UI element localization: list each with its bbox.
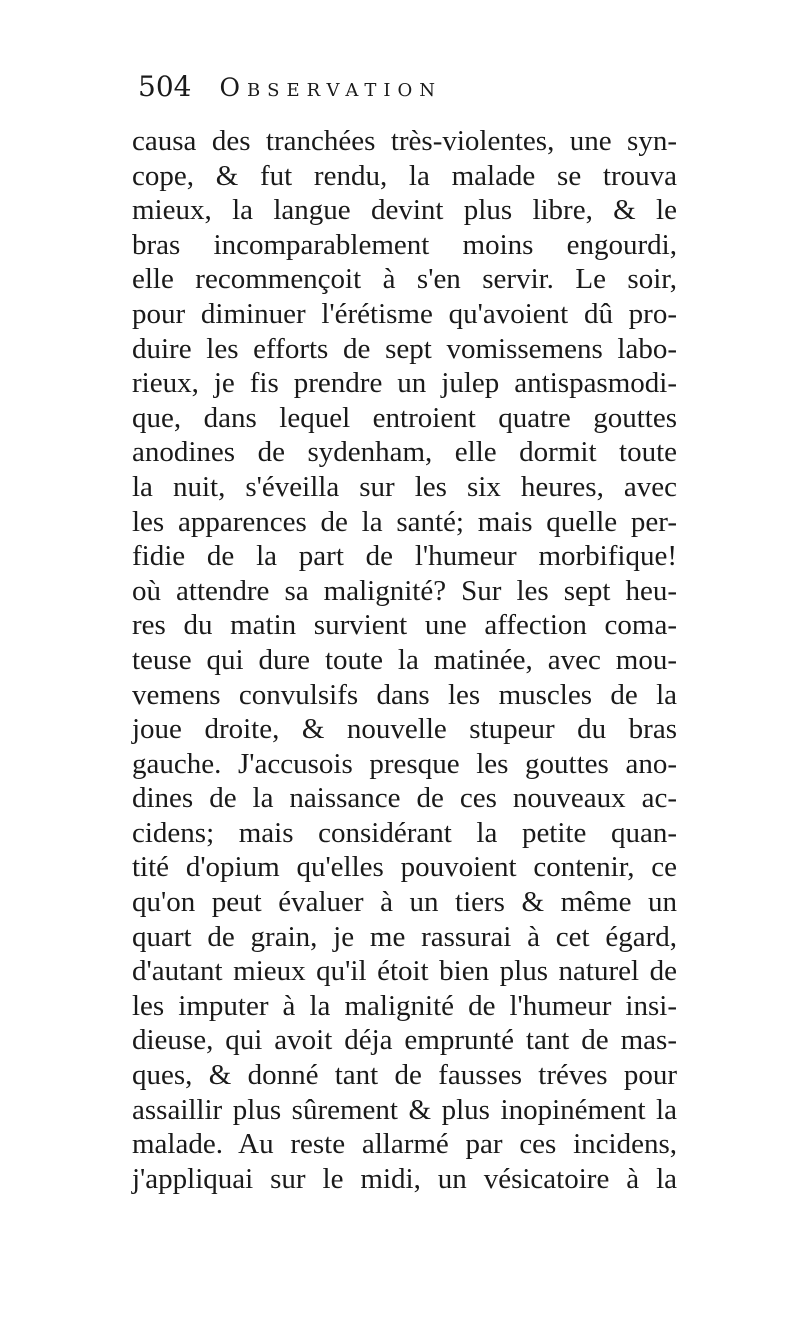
text-line: rieux, je fis prendre un julep antispasmodi- — [132, 367, 677, 400]
text-line: teuse qui dure toute la matinée, avec mou- — [132, 643, 677, 676]
text-line: causa des tranchées très-violentes, une syn- — [132, 125, 677, 157]
page-header — [138, 70, 678, 120]
text-line: vemens convulsifs dans les muscles de la — [132, 678, 677, 711]
text-line: duire les efforts de sept vomissemens labo- — [132, 332, 677, 365]
text-line: dines de la naissance de ces nouveaux ac- — [132, 782, 677, 815]
text-line: elle recommençoit à s'en servir. Le soir, — [132, 263, 677, 296]
text-line: res du matin survient une affection coma- — [132, 609, 677, 642]
text-line: anodines de sydenham, elle dormit toute — [132, 436, 677, 469]
text-line: que, dans lequel entroient quatre gouttes — [132, 401, 677, 434]
text-line: bras incomparablement moins engourdi, — [132, 228, 677, 261]
text-line: malade. Au reste allarmé par ces incidens, — [132, 1128, 677, 1161]
text-line: fidie de la part de l'humeur morbifique! — [132, 540, 677, 573]
text-line: joue droite, & nouvelle stupeur du bras — [132, 713, 677, 746]
body-text — [132, 124, 677, 1196]
page-number: 504 — [138, 70, 192, 103]
text-line: pour diminuer l'érétisme qu'avoient dû pro- — [132, 297, 677, 330]
text-line: assaillir plus sûrement & plus inopinément la — [132, 1093, 677, 1126]
text-line: cidens; mais considérant la petite quan- — [132, 816, 677, 849]
text-line: mieux, la langue devint plus libre, & le — [132, 194, 677, 227]
text-line: la nuit, s'éveilla sur les six heures, avec — [132, 470, 677, 503]
text-line: les imputer à la malignité de l'humeur insi- — [132, 989, 677, 1022]
text-line: j'appliquai sur le midi, un vésicatoire à la — [132, 1162, 677, 1195]
running-head: Observation — [219, 73, 442, 102]
text-line: les apparences de la santé; mais quelle per- — [132, 505, 677, 538]
text-line: ques, & donné tant de fausses tréves pour — [132, 1059, 677, 1092]
text-line: gauche. J'accusois presque les gouttes ano- — [132, 747, 677, 780]
text-line: dieuse, qui avoit déja emprunté tant de mas- — [132, 1024, 677, 1057]
text-line: où attendre sa malignité? Sur les sept heu- — [132, 574, 677, 607]
text-line: qu'on peut évaluer à un tiers & même un — [132, 886, 677, 919]
text-line: tité d'opium qu'elles pouvoient contenir, ce — [132, 851, 677, 884]
text-line: cope, & fut rendu, la malade se trouva — [132, 159, 677, 192]
text-line: quart de grain, je me rassurai à cet égard, — [132, 920, 677, 953]
text-line: d'autant mieux qu'il étoit bien plus naturel de — [132, 955, 677, 988]
